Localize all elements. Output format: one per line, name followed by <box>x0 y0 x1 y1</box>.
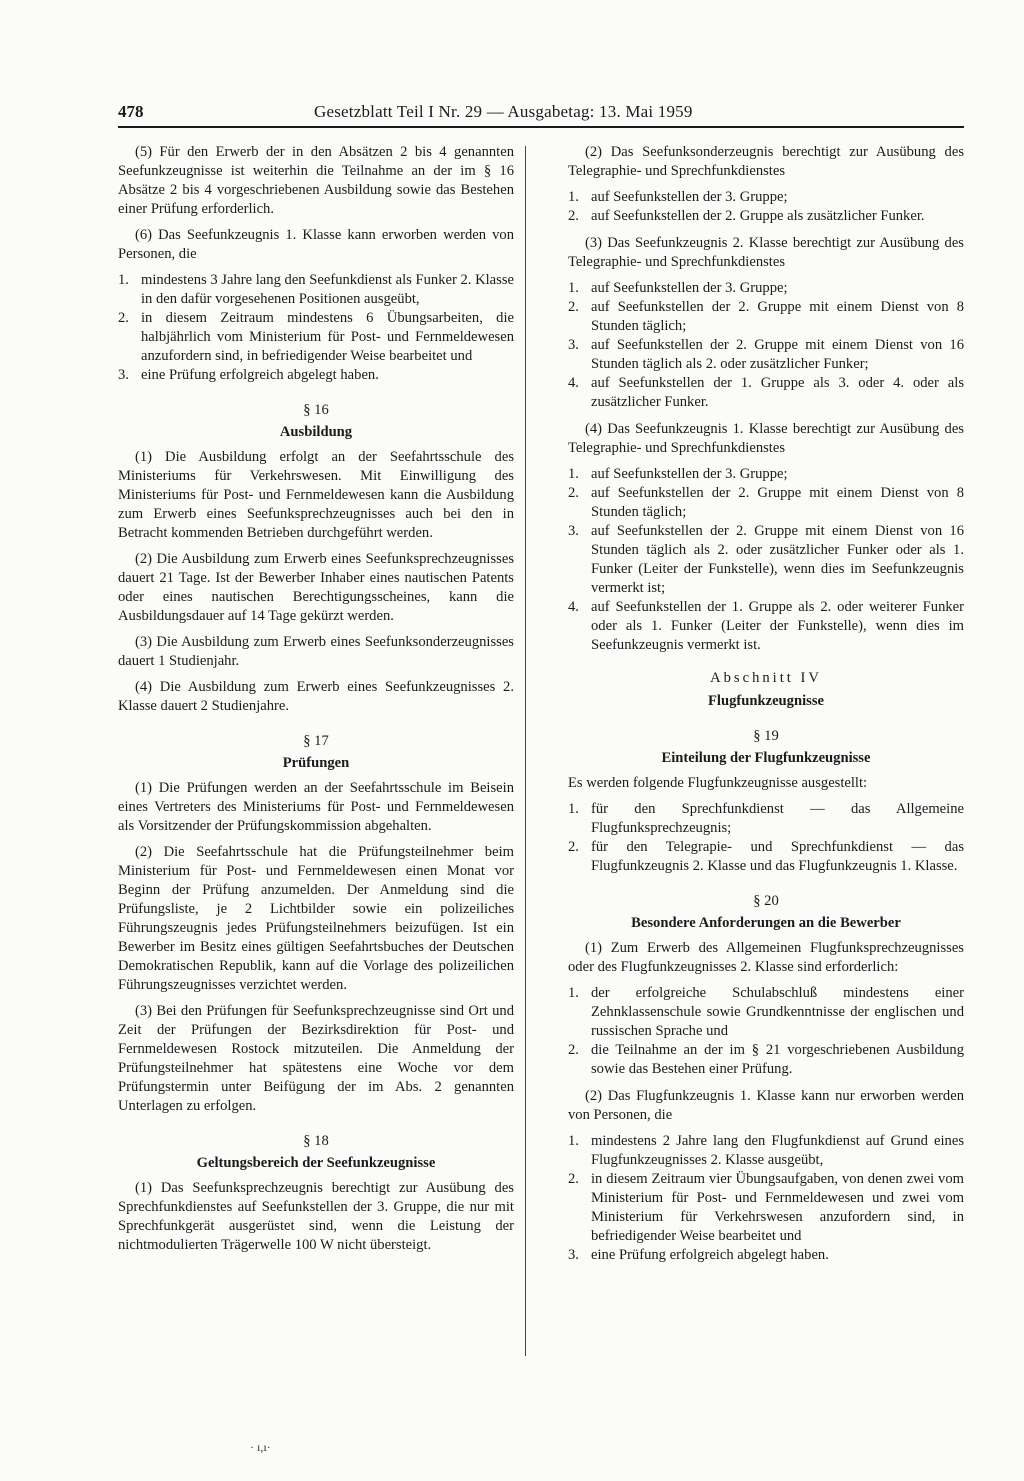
section-number: § 16 <box>303 402 329 418</box>
list-text: auf Seefunkstellen der 2. Gruppe mit einem Dienst von 8 Stunden täglich; <box>591 485 964 520</box>
list-text: auf Seefunkstellen der 1. Gruppe als 3. oder 4. oder als zusätzlicher Funker. <box>591 375 964 410</box>
list-item <box>568 279 964 298</box>
list-item <box>568 598 964 655</box>
paragraph: (1) Das Seefunksprechzeugnis berechtigt zur Ausübung des Sprechfunkdienstes auf Seefunkstellen der 3. Gruppe, die nur mit Sprechfunkgerät ausgerüstet sind, wenn die Leistung der nichtmodulierten Trägerwelle 100 W nicht übersteigt. <box>118 1180 514 1253</box>
list-item <box>568 188 964 207</box>
paragraph: (3) Das Seefunkzeugnis 2. Klasse berechtigt zur Ausübung des Telegraphie- und Sprechfunkdienstes <box>568 235 964 270</box>
list-text: auf Seefunkstellen der 3. Gruppe; <box>591 466 788 482</box>
section-title: Geltungsbereich der Seefunkzeugnisse <box>196 1155 436 1171</box>
list-item <box>118 309 514 366</box>
list-text: auf Seefunkstellen der 3. Gruppe; <box>591 280 788 296</box>
running-title: Gesetzblatt Teil I Nr. 29 — Ausgabetag: 13. Mai 1959 <box>314 102 693 121</box>
list-item <box>568 1132 964 1170</box>
list-text: auf Seefunkstellen der 2. Gruppe mit einem Dienst von 16 Stunden täglich als 2. oder zusätzlicher Funker oder als 1. Funker (Leiter der Funkstelle), wenn dies im Seefunkzeugnis vermerkt ist; <box>591 523 964 596</box>
list-number: 3. <box>568 1247 579 1263</box>
list-number: 1. <box>568 1133 579 1149</box>
page-header <box>118 100 964 128</box>
list-number: 1. <box>568 466 579 482</box>
list-item <box>568 207 964 226</box>
list-text: der erfolgreiche Schulabschluß mindestens einer Zehnklassenschule sowie Grundkenntnisse der englischen und russischen Sprache und <box>591 985 964 1039</box>
paragraph: (4) Die Ausbildung zum Erwerb eines Seefunkzeugnisses 2. Klasse dauert 2 Studienjahre. <box>118 679 514 714</box>
numbered-list <box>568 984 964 1079</box>
page-number: 478 <box>118 102 144 121</box>
paragraph: (2) Das Flugfunkzeugnis 1. Klasse kann nur erworben werden von Personen, die <box>568 1088 964 1123</box>
numbered-list <box>568 279 964 412</box>
paragraph: (3) Bei den Prüfungen für Seefunksprechzeugnisse sind Ort und Zeit der Prüfungen der Bezirksdirektion für Post- und Fernmeldewesen Rostock mitzuteilen. Die Anmeldung der Prüfungsteilnehmer hat spätestens eine Woche vor dem Prüfungstermin unter Beifügung der im Abs. 2 genannten Unterlagen zu erfolgen. <box>118 1003 514 1114</box>
numbered-list <box>118 271 514 385</box>
list-text: auf Seefunkstellen der 3. Gruppe; <box>591 189 788 205</box>
paragraph: (6) Das Seefunkzeugnis 1. Klasse kann erworben werden von Personen, die <box>118 227 514 262</box>
list-number: 3. <box>118 367 129 383</box>
numbered-list <box>568 800 964 876</box>
paragraph: Es werden folgende Flugfunkzeugnisse ausgestellt: <box>568 775 868 791</box>
list-number: 1. <box>568 189 579 205</box>
list-item <box>568 800 964 838</box>
list-item <box>568 1246 964 1265</box>
list-number: 2. <box>118 310 129 326</box>
paragraph: (1) Die Ausbildung erfolgt an der Seefahrtsschule des Ministeriums für Verkehrswesen. Mit Einwilligung des Ministeriums für Post- und Fernmeldewesen kann die Ausbildung zum Erwerb eines Seefunksprechzeugnisses auch bei den in Betracht kommenden Betrieben durchgeführt werden. <box>118 449 514 541</box>
list-number: 3. <box>568 523 579 539</box>
list-text: in diesem Zeitraum mindestens 6 Übungsarbeiten, die halbjährlich vom Ministerium für Post- und Fernmeldewesen anzufordern sind, in befriedigender Weise bearbeitet und <box>141 310 514 364</box>
list-number: 4. <box>568 599 579 615</box>
list-text: eine Prüfung erfolgreich abgelegt haben. <box>591 1247 829 1263</box>
paragraph: (5) Für den Erwerb der in den Absätzen 2 bis 4 genannten Seefunkzeugnisse ist weiterhin die Teilnahme an der im § 16 Absätze 2 bis 4 vorgeschriebenen Ausbildung sowie das Bestehen einer Prüfung erforderlich. <box>118 144 514 217</box>
list-text: für den Sprechfunkdienst — das Allgemeine Flugfunksprechzeugnis; <box>591 801 964 836</box>
section-title: Ausbildung <box>279 424 353 440</box>
list-text: die Teilnahme an der im § 21 vorgeschriebenen Ausbildung sowie das Bestehen einer Prüfung. <box>591 1042 964 1077</box>
list-item <box>118 366 514 385</box>
numbered-list <box>568 465 964 655</box>
list-text: in diesem Zeitraum vier Übungsaufgaben, von denen zwei vom Ministerium für Post- und Fernmeldewesen und zwei vom Ministerium für Verkehrswesen anzufordern sind, in befriedigender Weise bearbeitet und <box>591 1171 964 1244</box>
paragraph: (2) Die Seefahrtsschule hat die Prüfungsteilnehmer beim Ministerium für Post- und Fernmeldewesen einen Monat vor Beginn der Prüfung anzumelden. Der Anmeldung sind die Prüfungsliste, je 2 Lichtbilder sowie ein polizeiliches Führungszeugnis jedes Prüfungsteilnehmers beizufügen. Ist ein Bewerber im Besitz eines gültigen Seefahrtsbuches der Deutschen Demokratischen Republik, kann auf die Vorlage des polizeilichen Führungszeugnisses verzichtet werden. <box>118 844 514 993</box>
list-item <box>568 984 964 1041</box>
list-number: 2. <box>568 485 579 501</box>
list-item <box>568 465 964 484</box>
list-item <box>568 1170 964 1246</box>
list-text: auf Seefunkstellen der 2. Gruppe mit einem Dienst von 16 Stunden täglich als 2. oder zusätzlicher Funker; <box>591 337 964 372</box>
list-text: auf Seefunkstellen der 1. Gruppe als 2. oder weiterer Funker oder als 1. Funker (Leiter der Funkstelle), wenn dies im Seefunkzeugnis vermerkt ist. <box>591 599 964 653</box>
section-number: § 20 <box>753 893 779 909</box>
paragraph: (3) Die Ausbildung zum Erwerb eines Seefunksonderzeugnisses dauert 1 Studienjahr. <box>118 634 514 669</box>
list-number: 1. <box>118 272 129 288</box>
list-number: 2. <box>568 299 579 315</box>
list-item <box>568 522 964 598</box>
list-text: mindestens 3 Jahre lang den Seefunkdienst als Funker 2. Klasse in den dafür vorgesehenen Positionen ausgeübt, <box>141 272 514 307</box>
paragraph: (2) Die Ausbildung zum Erwerb eines Seefunksprechzeugnisses dauert 21 Tage. Ist der Bewerber Inhaber eines nautischen Patents oder eines nautischen Berechtigungsscheines, kann die Ausbildungsdauer auf 14 Tage gekürzt werden. <box>118 551 514 624</box>
list-text: eine Prüfung erfolgreich abgelegt haben. <box>141 367 379 383</box>
paragraph: (4) Das Seefunkzeugnis 1. Klasse berechtigt zur Ausübung des Telegraphie- und Sprechfunkdienstes <box>568 421 964 456</box>
paragraph: (1) Die Prüfungen werden an der Seefahrtsschule im Beisein eines Vertreters des Ministeriums für Post- und Fernmeldewesen als Vorsitzender der Prüfungskommission abgehalten. <box>118 780 514 834</box>
chapter-title: Flugfunkzeugnisse <box>708 693 824 709</box>
list-number: 1. <box>568 985 579 1001</box>
list-item <box>568 374 964 412</box>
list-number: 2. <box>568 1042 579 1058</box>
list-number: 2. <box>568 1171 579 1187</box>
list-text: für den Telegrapie- und Sprechfunkdienst — das Flugfunkzeugnis 2. Klasse und das Flugfunkzeugnis 1. Klasse. <box>591 839 964 874</box>
section-number: § 18 <box>303 1133 329 1149</box>
right-column <box>568 143 964 1273</box>
list-number: 1. <box>568 280 579 296</box>
chapter-heading: Abschnitt IV <box>710 670 822 686</box>
numbered-list <box>568 188 964 226</box>
paragraph: (1) Zum Erwerb des Allgemeinen Flugfunksprechzeugnisses oder des Flugfunkzeugnisses 2. Klasse sind erforderlich: <box>568 940 964 975</box>
list-text: mindestens 2 Jahre lang den Flugfunkdienst auf Grund eines Flugfunkzeugnisses 2. Klasse ausgeübt, <box>591 1133 964 1168</box>
list-item <box>568 484 964 522</box>
list-text: auf Seefunkstellen der 2. Gruppe als zusätzlicher Funker. <box>591 208 925 224</box>
list-number: 3. <box>568 337 579 353</box>
section-title: Einteilung der Flugfunkzeugnisse <box>661 750 871 766</box>
print-artifact: · ı,ı· <box>250 1440 271 1454</box>
numbered-list <box>568 1132 964 1265</box>
list-text: auf Seefunkstellen der 2. Gruppe mit einem Dienst von 8 Stunden täglich; <box>591 299 964 334</box>
list-item <box>568 298 964 336</box>
list-item <box>568 336 964 374</box>
list-number: 2. <box>568 839 579 855</box>
section-number: § 19 <box>753 728 779 744</box>
section-title: Besondere Anforderungen an die Bewerber <box>631 915 901 931</box>
left-column <box>118 143 514 1262</box>
list-number: 4. <box>568 375 579 391</box>
list-item <box>568 838 964 876</box>
column-divider <box>525 146 526 1356</box>
list-number: 2. <box>568 208 579 224</box>
list-item <box>118 271 514 309</box>
list-item <box>568 1041 964 1079</box>
section-number: § 17 <box>303 733 329 749</box>
list-number: 1. <box>568 801 579 817</box>
section-title: Prüfungen <box>282 755 350 771</box>
paragraph: (2) Das Seefunksonderzeugnis berechtigt zur Ausübung des Telegraphie- und Sprechfunkdienstes <box>568 144 964 179</box>
